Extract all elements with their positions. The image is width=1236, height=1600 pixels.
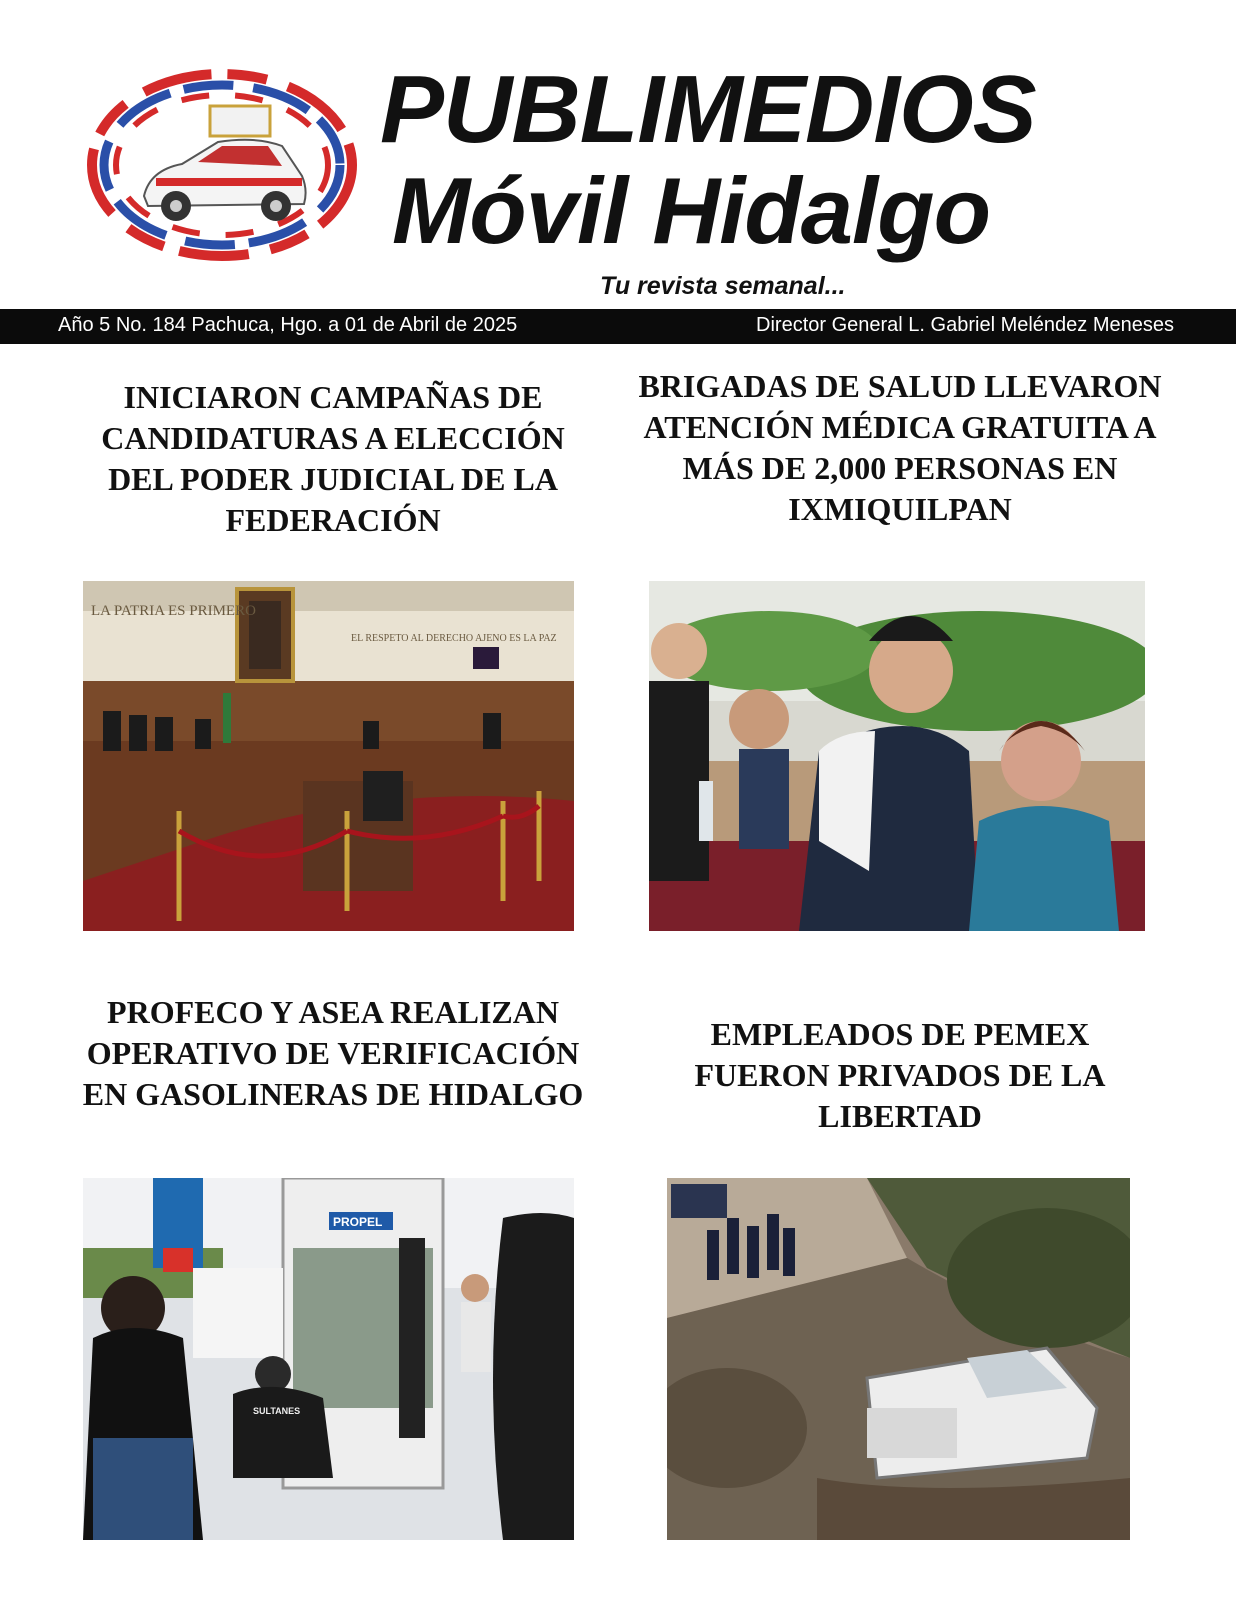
masthead-brand-line-1: PUBLIMEDIOS xyxy=(380,56,1036,163)
article-1-headline: INICIARON CAMPAÑAS DE CANDIDATURAS A ELECCIÓN DEL PODER JUDICIAL DE LA FEDERACIÓN xyxy=(101,379,565,538)
article-2-photo-health-brigade xyxy=(649,581,1145,931)
issue-info-bar xyxy=(0,309,1236,344)
pump-brand-label: PROPEL xyxy=(333,1215,383,1229)
article-2-headline: BRIGADAS DE SALUD LLEVARON ATENCIÓN MÉDICA GRATUITA A MÁS DE 2,000 PERSONAS EN IXMIQUILPAN xyxy=(638,368,1162,527)
article-3-photo-gas-station xyxy=(83,1178,574,1540)
article-4-headline: EMPLEADOS DE PEMEX FUERON PRIVADOS DE LA LIBERTAD xyxy=(694,1016,1106,1134)
masthead-tagline: Tu revista semanal... xyxy=(600,272,846,300)
issue-info: Año 5 No. 184 Pachuca, Hgo. a 01 de Abril de 2025 xyxy=(58,314,518,336)
masthead-brand-line-2: Móvil Hidalgo xyxy=(392,158,990,263)
court-wall-inscription-right: EL RESPETO AL DERECHO AJENO ES LA PAZ xyxy=(351,633,557,644)
jacket-text: SULTANES xyxy=(253,1406,301,1416)
director-info: Director General L. Gabriel Meléndez Meneses xyxy=(756,314,1174,336)
article-3-headline: PROFECO Y ASEA REALIZAN OPERATIVO DE VERIFICACIÓN EN GASOLINERAS DE HIDALGO xyxy=(82,994,584,1112)
article-4-photo-ravine-truck xyxy=(667,1178,1130,1540)
court-wall-inscription-left: LA PATRIA ES PRIMERO xyxy=(91,603,256,619)
publimedios-logo xyxy=(86,66,358,264)
article-1-photo-courtroom xyxy=(83,581,574,931)
